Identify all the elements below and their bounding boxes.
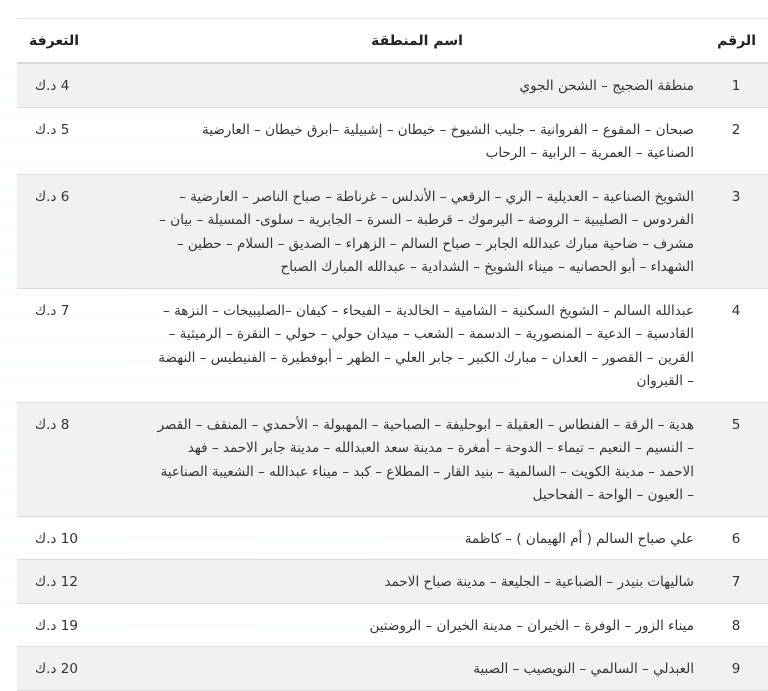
row-fee: 10 د.ك [17,516,132,560]
row-number: 4 [702,288,768,402]
header-number: الرقم [702,19,768,64]
row-area-list: ميناء الزور – الوفرة – الخيران – مدينة الخيران – الروضتين [132,603,702,647]
row-area-list: الشويخ الصناعية – العديلية – الري – الرقعي – الأندلس – غرناطة – صباح الناصر – العارضية – الفردوس – الصليبية – الروضة – اليرموك – قرطبة – السرة – الجابرية – سلوى- المسيلة – بيان – مشرف – ضاحية مبارك عبدالله الجابر – صباح السالم – الزهراء – الصديق – السلام – حطين – الشهداء – أبو الحصانيه – ميناء الشويخ – الشدادية – عبدالله المبارك الصباح [132,174,702,288]
row-number: 6 [702,516,768,560]
table-row [17,107,768,174]
row-number: 2 [702,107,768,174]
row-fee: 12 د.ك [17,560,132,604]
row-area-list: عبدالله السالم – الشويخ السكنية – الشامية – الخالدية – الفيحاء – كيفان –الصليبيخات – النزهة – القادسية – الدعية – المنصورية – الدسمة – الشعب – ميدان حولي – حولي – النقرة – الرميثية – القرين – القصور – العدان – مبارك الكبير – جابر العلي – الظهر – أبوفطيرة – الفنيطيس – النهضة – القيروان [132,288,702,402]
table-row [17,647,768,691]
row-fee: 4 د.ك [17,63,132,107]
row-fee: 19 د.ك [17,603,132,647]
table-header [17,19,768,64]
row-area-list: علي صباح السالم ( أم الهيمان ) – كاظمة [132,516,702,560]
row-area-list: شاليهات بنيدر – الضباعية – الجليعة – مدينة صباح الاحمد [132,560,702,604]
table-row [17,63,768,107]
row-fee: 6 د.ك [17,174,132,288]
row-area-list: صبحان – المقوع – الفروانية – جليب الشيوخ – خيطان – إشبيلية –ابرق خيطان – العارضية الصناعية – العمرية – الرابية – الرحاب [132,107,702,174]
table-row [17,288,768,402]
table-body [17,63,768,690]
row-fee: 5 د.ك [17,107,132,174]
header-fee: التعرفة [17,19,132,64]
header-row [17,19,768,64]
table-row [17,603,768,647]
table-row [17,174,768,288]
row-number: 5 [702,402,768,516]
row-number: 8 [702,603,768,647]
row-number: 9 [702,647,768,691]
row-area-list: العبدلي – السالمي – النويصيب – الصبية [132,647,702,691]
row-fee: 8 د.ك [17,402,132,516]
header-area-name: اسم المنطقة [132,19,702,64]
table-row [17,402,768,516]
delivery-rates-table [17,18,768,691]
row-area-list: منطقة الضجيج – الشحن الجوي [132,63,702,107]
row-fee: 20 د.ك [17,647,132,691]
table-row [17,516,768,560]
row-fee: 7 د.ك [17,288,132,402]
table-row [17,560,768,604]
row-number: 1 [702,63,768,107]
row-number: 7 [702,560,768,604]
row-area-list: هدية – الرقة – الفنطاس – العقيلة – ابوحليفة – الصباحية – المهبولة – الأحمدي – المنقف – القصر – النسيم – النعيم – تيماء – الدوحة – أمغرة – مدينة سعد العبدالله – مدينة جابر الاحمد – فهد الاحمد – مدينة الكويت – السالمية – بنيد القار – المطلاع – كبد – ميناء عبدالله – الشعيبة الصناعية – العيون – الواحة – الفحاحيل [132,402,702,516]
row-number: 3 [702,174,768,288]
